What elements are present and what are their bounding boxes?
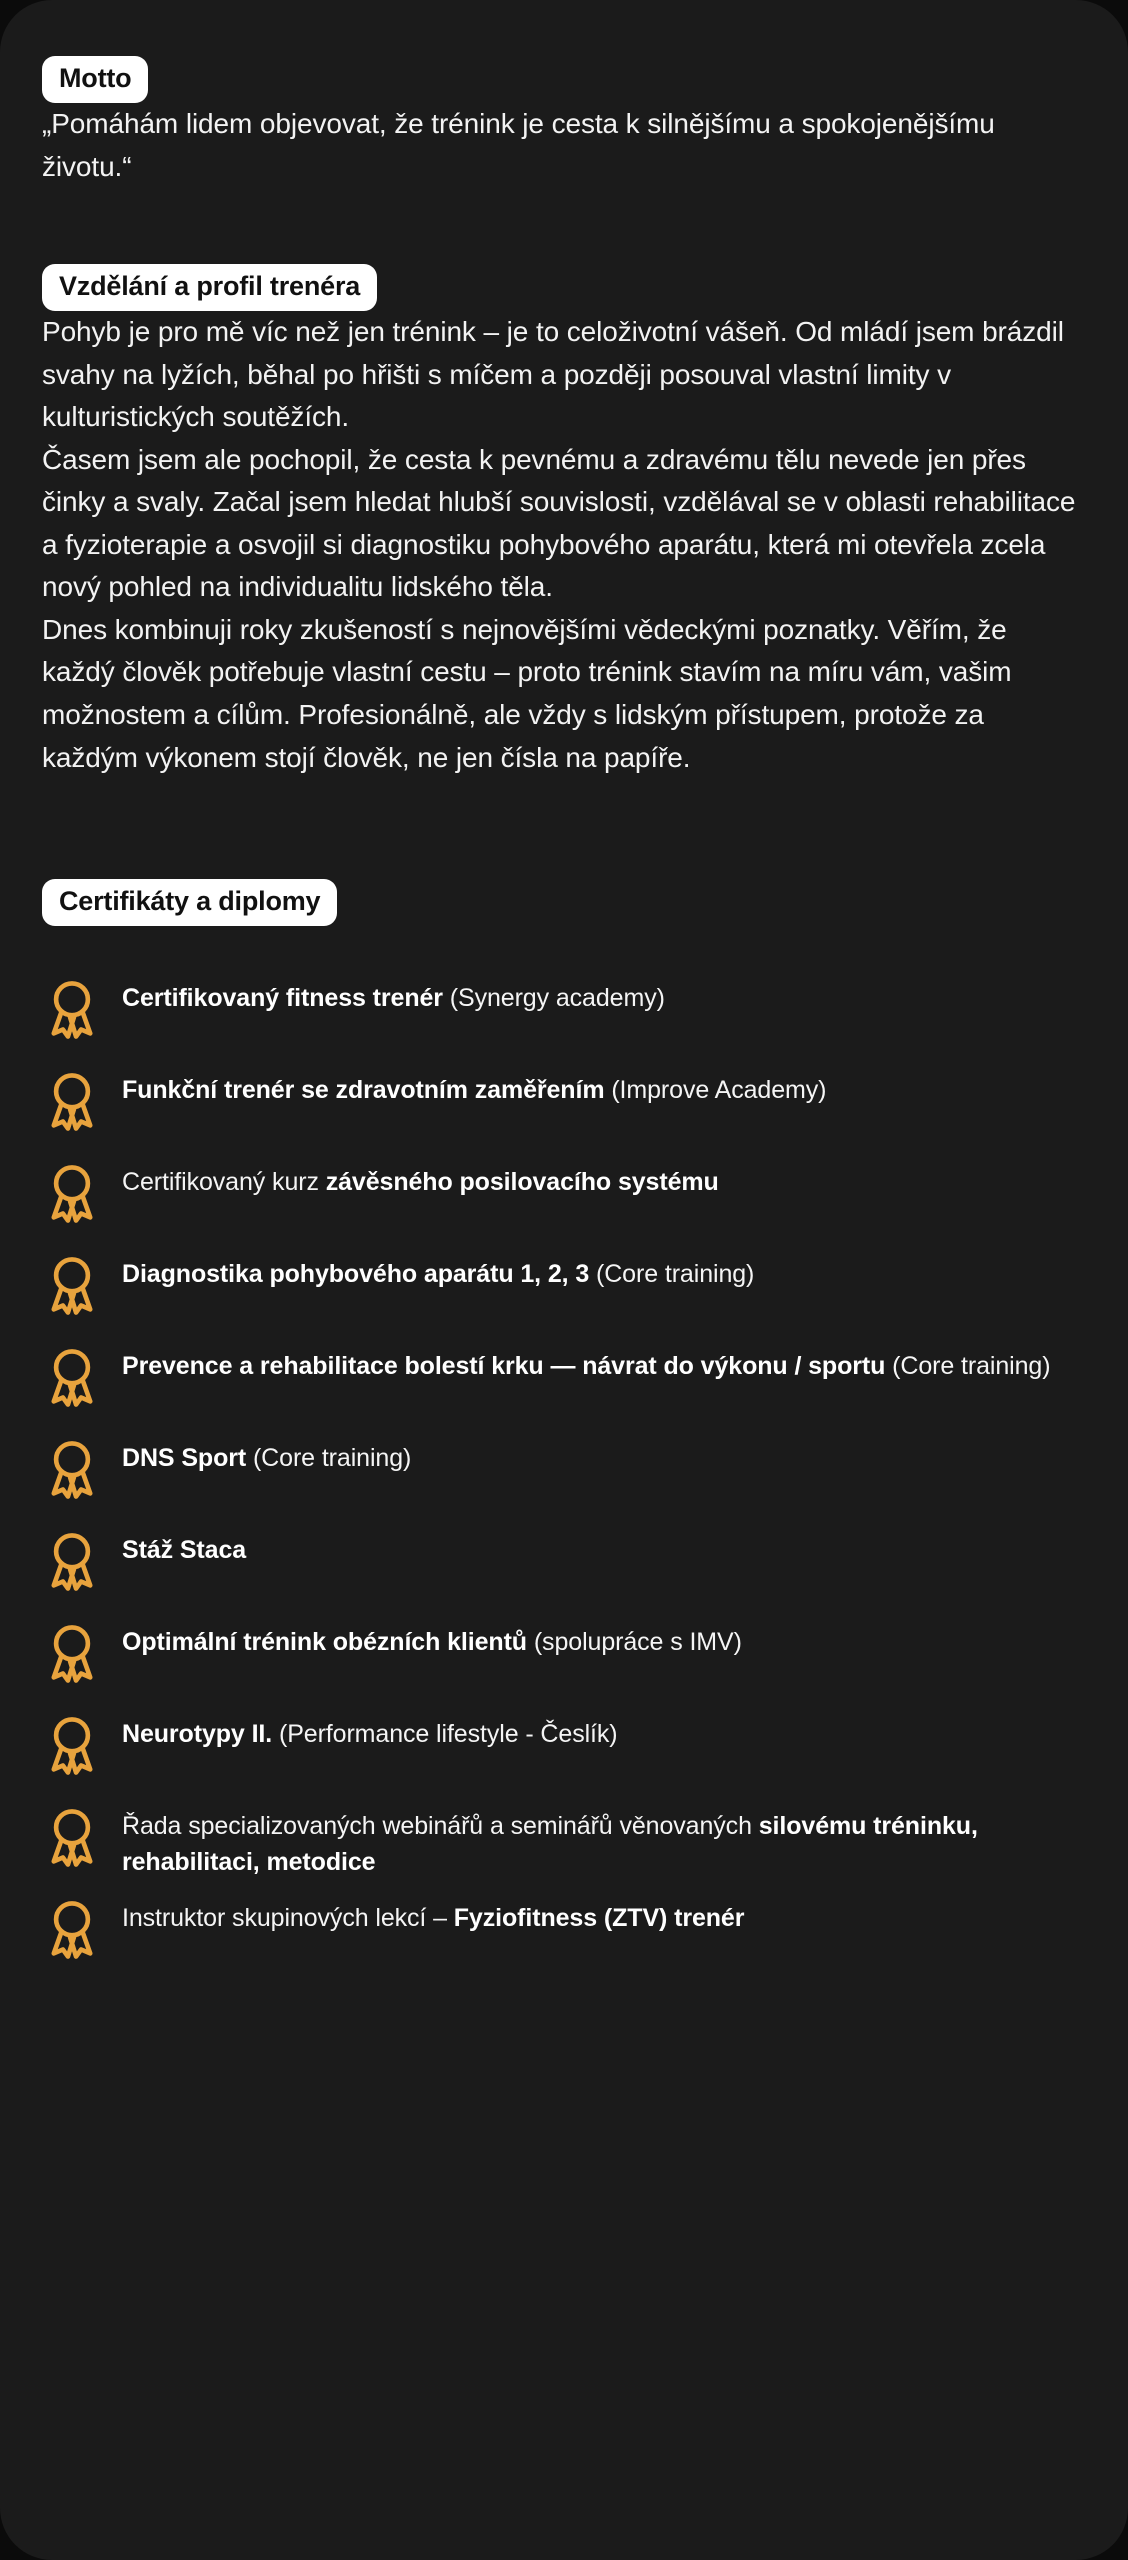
certificate-label: Certifikovaný fitness trenér (Synergy academy) (122, 984, 665, 1013)
certificate-label: Certifikovaný kurz závěsného posilovacího systému (122, 1168, 719, 1197)
certificate-item (42, 1526, 1086, 1618)
award-ribbon-icon (44, 1806, 100, 1868)
certificate-label: Diagnostika pohybového aparátu 1, 2, 3 (Core training) (122, 1260, 755, 1289)
certificates-section (42, 879, 1086, 1986)
motto-section (42, 56, 1086, 188)
award-ribbon-icon (44, 1710, 100, 1776)
award-ribbon-icon (44, 1434, 100, 1500)
award-ribbon-icon (44, 1526, 100, 1592)
certificates-list (42, 974, 1086, 1986)
certificate-item (42, 1710, 1086, 1802)
award-ribbon-icon (44, 1066, 100, 1132)
award-ribbon-icon (44, 1622, 100, 1684)
award-ribbon-icon (44, 978, 100, 1040)
award-ribbon-icon (44, 1158, 100, 1224)
award-ribbon-icon (44, 974, 100, 1040)
certificate-item (42, 1802, 1086, 1894)
award-ribbon-icon (44, 1894, 100, 1960)
certificate-label: DNS Sport (Core training) (122, 1444, 412, 1473)
award-ribbon-icon (44, 1530, 100, 1592)
award-ribbon-icon (44, 1162, 100, 1224)
certificate-item (42, 1342, 1086, 1434)
motto-heading-pill: Motto (42, 56, 148, 103)
certificate-item (42, 1894, 1086, 1986)
motto-quote: „Pomáhám lidem objevovat, že trénink je cesta k silnějšímu a spokojenějšímu životu.“ (42, 108, 995, 182)
certificate-label: Instruktor skupinových lekcí – Fyziofitness (ZTV) trenér (122, 1904, 745, 1933)
certificate-label: Prevence a rehabilitace bolestí krku — návrat do výkonu / sportu (Core training) (122, 1352, 1051, 1381)
award-ribbon-icon (44, 1898, 100, 1960)
award-ribbon-icon (44, 1618, 100, 1684)
certificate-item (42, 974, 1086, 1066)
profile-section (42, 264, 1086, 779)
award-ribbon-icon (44, 1714, 100, 1776)
certificate-label: Neurotypy II. (Performance lifestyle - Česlík) (122, 1720, 618, 1749)
profile-heading-pill: Vzdělání a profil trenéra (42, 264, 377, 311)
certificate-label: Optimální trénink obézních klientů (spolupráce s IMV) (122, 1628, 742, 1657)
certificate-label: Řada specializovaných webinářů a seminářů věnovaných silovému tréninku, rehabilitaci, metodice (122, 1812, 978, 1877)
certificates-heading-pill: Certifikáty a diplomy (42, 879, 337, 926)
certificate-item (42, 1250, 1086, 1342)
certificate-item (42, 1618, 1086, 1710)
award-ribbon-icon (44, 1438, 100, 1500)
certificate-label: Stáž Staca (122, 1536, 247, 1565)
award-ribbon-icon (44, 1250, 100, 1316)
profile-paragraph-3: Dnes kombinuji roky zkušeností s nejnovějšími vědeckými poznatky. Věřím, že každý člověk potřebuje vlastní cestu – proto trénink stavím na míru vám, vašim možnostem a cílům. Profesionálně, ale vždy s lidským přístupem, protože za každým výkonem stojí člověk, ne jen čísla na papíře. (42, 613, 1012, 773)
profile-paragraph-1: Pohyb je pro mě víc než jen trénink – je to celoživotní vášeň. Od mládí jsem brázdil svahy na lyžích, běhal po hřišti s míčem a později posouval vlastní limity v kulturistických soutěžích. (42, 316, 1064, 433)
certificate-item (42, 1158, 1086, 1250)
award-ribbon-icon (44, 1342, 100, 1408)
award-ribbon-icon (44, 1254, 100, 1316)
certificate-item (42, 1434, 1086, 1526)
certificate-label: Funkční trenér se zdravotním zaměřením (Improve Academy) (122, 1076, 827, 1105)
award-ribbon-icon (44, 1802, 100, 1868)
profile-paragraph-2: Časem jsem ale pochopil, že cesta k pevnému a zdravému tělu nevede jen přes činky a svaly. Začal jsem hledat hlubší souvislosti, vzdělával se v oblasti rehabilitace a fyzioterapie a osvojil si diagnostiku pohybového aparátu, která mi otevřela zcela nový pohled na individualitu lidského těla. (42, 443, 1076, 603)
certificate-item (42, 1066, 1086, 1158)
award-ribbon-icon (44, 1070, 100, 1132)
award-ribbon-icon (44, 1346, 100, 1408)
